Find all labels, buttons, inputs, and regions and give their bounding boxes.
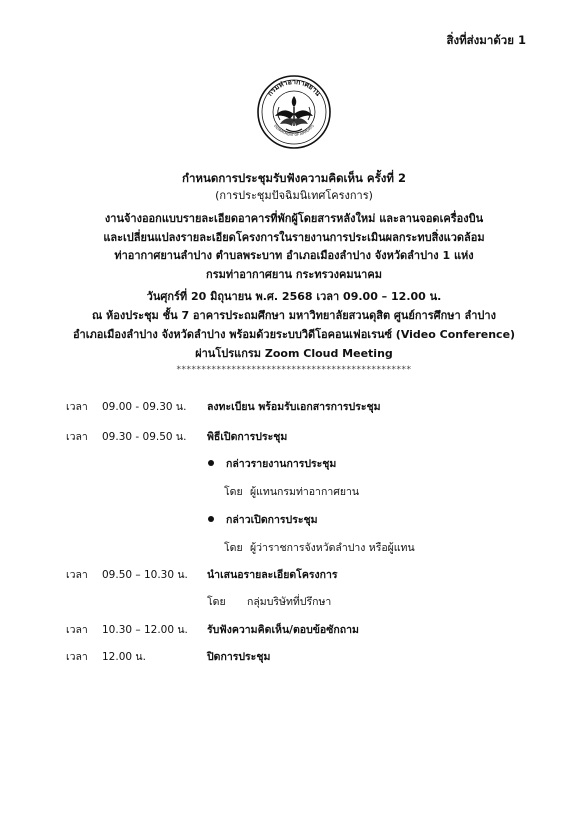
meeting-line-1: วันศุกร์ที่ 20 มิถุนายน พ.ศ. 2568 เวลา 09.00 – 12.00 น. <box>146 290 442 303</box>
agenda-subitem-by: ผู้ว่าราชการจังหวัดลำปาง หรือผู้แทน <box>250 542 415 554</box>
meeting-line-3: อำเภอเมืองลำปาง จังหวัดลำปาง พร้อมด้วยระบบวิดีโอคอนเฟอเรนซ์ (Video Conference) <box>72 328 516 341</box>
project-line-1: งานจ้างออกแบบรายละเอียดอาคารที่พักผู้โดยสารหลังใหม่ และลานจอดเครื่องบิน <box>104 212 484 225</box>
attachment-label: สิ่งที่ส่งมาด้วย 1 <box>446 33 526 47</box>
bullet-icon <box>208 460 214 466</box>
agenda-time: 09.30 - 09.50 น. <box>102 431 187 443</box>
agenda-time-label: เวลา <box>66 651 88 663</box>
agenda-time: 09.00 - 09.30 น. <box>102 401 187 413</box>
seal-bottom-text: DEPARTMENT OF AIRPORTS <box>273 124 315 138</box>
agenda-time-label: เวลา <box>66 624 88 636</box>
agenda-time: 10.30 – 12.00 น. <box>102 624 188 636</box>
agenda-activity: นำเสนอรายละเอียดโครงการ <box>207 569 338 581</box>
meeting-line-2: ณ ห้องประชุม ชั้น 7 อาคารประถมศึกษา มหาวิทยาลัยสวนดุสิต ศูนย์การศึกษา ลำปาง <box>92 309 496 322</box>
department-of-airports-seal-icon <box>256 74 332 150</box>
agenda-subitem-title: กล่าวเปิดการประชุม <box>226 514 318 526</box>
agenda-time-label: เวลา <box>66 401 88 413</box>
title-line-2: (การประชุมปัจฉิมนิเทศโครงการ) <box>215 189 373 202</box>
agenda-time: 09.50 – 10.30 น. <box>102 569 188 581</box>
project-description <box>40 210 548 284</box>
project-line-3: ท่าอากาศยานลำปาง ตำบลพระบาท อำเภอเมืองลำปาง จังหวัดลำปาง 1 แห่ง <box>114 249 474 262</box>
agenda-activity: ปิดการประชุม <box>207 651 271 663</box>
title-line-1: กำหนดการประชุมรับฟังความคิดเห็น ครั้งที่ 2 <box>182 171 406 185</box>
project-line-4: กรมท่าอากาศยาน กระทรวงคมนาคม <box>206 267 382 281</box>
meeting-line-4: ผ่านโปรแกรม Zoom Cloud Meeting <box>195 347 393 360</box>
agenda-time: 12.00 น. <box>102 651 146 663</box>
agenda-subitem-title: กล่าวรายงานการประชุม <box>226 458 337 470</box>
agenda-by-label: โดย <box>224 486 243 498</box>
bullet-icon <box>208 516 214 522</box>
meeting-details <box>40 287 548 363</box>
agenda-time-label: เวลา <box>66 431 88 443</box>
agenda-by-label: โดย <box>207 596 226 608</box>
project-line-2: และเปลี่ยนแปลงรายละเอียดโครงการในรายงานการประเมินผลกระทบสิ่งแวดล้อม <box>103 230 485 244</box>
seal-top-text: กรมท่าอากาศยาน <box>265 77 323 98</box>
agenda-time-label: เวลา <box>66 569 88 581</box>
agenda-activity: ลงทะเบียน พร้อมรับเอกสารการประชุม <box>207 401 381 413</box>
separator-stars: *********************************************** <box>176 365 412 375</box>
page-title <box>40 170 548 204</box>
agenda-by-label: โดย <box>224 542 243 554</box>
agenda-activity: พิธีเปิดการประชุม <box>207 431 288 443</box>
agenda-subitem-by: ผู้แทนกรมท่าอากาศยาน <box>250 486 360 498</box>
agenda-item-by: กลุ่มบริษัทที่ปรึกษา <box>247 596 332 608</box>
agenda-activity: รับฟังความคิดเห็น/ตอบข้อซักถาม <box>207 624 359 636</box>
